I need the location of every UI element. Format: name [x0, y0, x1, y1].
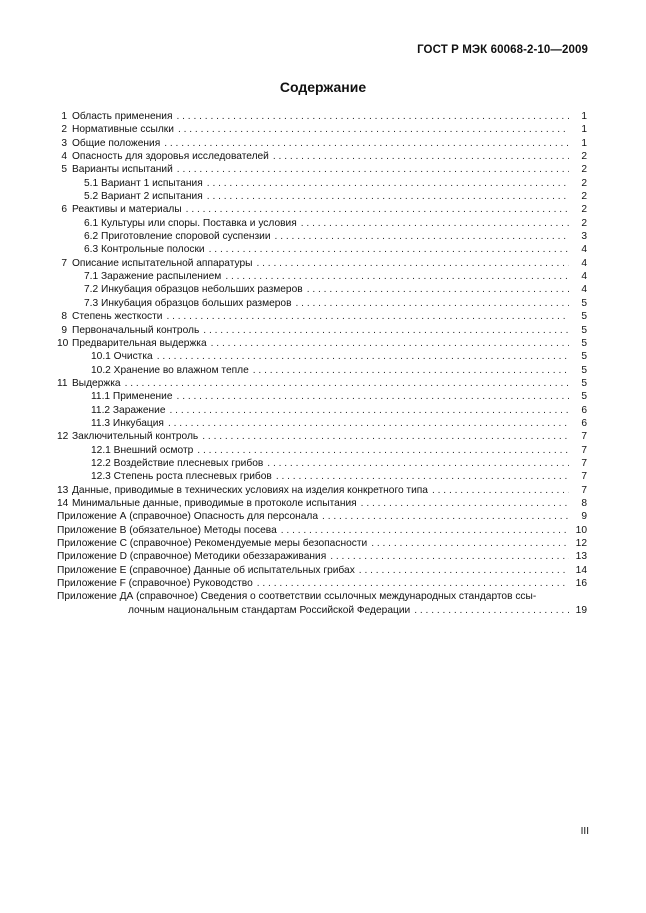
leader-dots: [203, 324, 569, 337]
leader-dots: [225, 270, 569, 283]
toc-entry-label: Приложение Е (справочное) Данные об испытательных грибах: [57, 564, 355, 576]
toc-entry-label: 6.1 Культуры или споры. Поставка и условия: [84, 217, 297, 229]
toc-entry-label: Минимальные данные, приводимые в протоколе испытания: [72, 497, 357, 509]
leader-dots: [170, 404, 569, 417]
toc-entry[interactable]: [57, 364, 587, 377]
leader-dots: [275, 230, 569, 243]
toc-entry-label: Приложение F (справочное) Руководство: [57, 578, 253, 590]
toc-entry-label: 10.2 Хранение во влажном тепле: [91, 364, 249, 376]
toc-entry-appendix-da[interactable]: [57, 590, 587, 617]
toc-entry-number: 8: [61, 311, 67, 323]
toc-entry[interactable]: [57, 324, 587, 337]
toc-entry-label-continued: лочным национальным стандартам Российской Федерации: [128, 604, 411, 616]
toc-entry-page: 1: [581, 124, 587, 136]
toc-entry-label: 11.3 Инкубация: [91, 417, 164, 429]
toc-entry[interactable]: [57, 577, 587, 590]
toc-entry-number: 4: [61, 151, 67, 163]
toc-entry[interactable]: [57, 470, 587, 483]
toc-entry-page: 5: [581, 351, 587, 363]
leader-dots: [267, 457, 569, 470]
leader-dots: [197, 444, 569, 457]
leader-dots: [211, 337, 569, 350]
toc-entry-page: 5: [581, 297, 587, 309]
toc-entry-page: 2: [581, 177, 587, 189]
toc-entry[interactable]: [57, 550, 587, 563]
toc-entry-number: 11: [57, 377, 68, 389]
leader-dots: [253, 364, 569, 377]
document-header: ГОСТ Р МЭК 60068-2-10—2009: [417, 44, 588, 56]
leader-dots: [273, 150, 569, 163]
toc-entry[interactable]: [57, 537, 587, 550]
page-title: Содержание: [279, 79, 367, 95]
toc-entry-page: 2: [581, 164, 587, 176]
toc-entry-page: 3: [581, 231, 587, 243]
leader-dots: [414, 604, 569, 617]
toc-entry[interactable]: [57, 203, 587, 216]
toc-entry[interactable]: [57, 257, 587, 270]
toc-entry-page: 4: [581, 257, 587, 269]
table-of-contents: [57, 110, 587, 617]
toc-entry-page: 4: [581, 284, 587, 296]
toc-entry-label: 11.2 Заражение: [91, 404, 166, 416]
toc-entry-label: Данные, приводимые в технических условиях на изделия конкретного типа: [72, 484, 428, 496]
toc-entry-label: 12.3 Степень роста плесневых грибов: [91, 471, 272, 483]
leader-dots: [186, 203, 569, 216]
toc-entry[interactable]: [57, 190, 587, 203]
toc-entry-label: 12.2 Воздействие плесневых грибов: [91, 457, 264, 469]
leader-dots: [371, 537, 569, 550]
leader-dots: [177, 163, 569, 176]
toc-entry[interactable]: [57, 163, 587, 176]
toc-entry-number: 3: [61, 137, 67, 149]
toc-entry[interactable]: [57, 524, 587, 537]
toc-entry-number: 1: [61, 111, 67, 122]
toc-entry-label: Опасность для здоровья исследователей: [72, 151, 269, 163]
leader-dots: [330, 550, 569, 563]
toc-entry-page: 14: [575, 564, 587, 576]
toc-entry-label: Приложение В (обязательное) Методы посева: [57, 524, 277, 536]
toc-entry-page: 2: [581, 204, 587, 216]
toc-entry-label: 7.3 Инкубация образцов больших размеров: [84, 297, 292, 309]
toc-entry[interactable]: [57, 230, 587, 243]
leader-dots: [178, 123, 569, 136]
toc-entry[interactable]: [57, 484, 587, 497]
toc-entry-label: Заключительный контроль: [72, 431, 199, 443]
toc-entry[interactable]: [57, 270, 587, 283]
leader-dots: [257, 577, 569, 590]
leader-dots: [207, 177, 569, 190]
leader-dots: [281, 524, 569, 537]
toc-entry-number: 5: [61, 164, 67, 176]
toc-entry[interactable]: [57, 297, 587, 310]
toc-entry-page: 4: [581, 244, 587, 256]
toc-entry-page: 5: [581, 364, 587, 376]
toc-entry-label: Приложение А (справочное) Опасность для персонала: [57, 511, 319, 523]
leader-dots: [359, 564, 569, 577]
toc-entry-label: 11.1 Применение: [91, 391, 173, 403]
toc-entry[interactable]: [57, 417, 587, 430]
leader-dots: [307, 283, 569, 296]
toc-entry-number: 7: [61, 257, 67, 269]
toc-entry-number: 9: [61, 324, 67, 336]
toc-entry-number: 13: [57, 484, 69, 496]
page-number: III: [580, 826, 589, 837]
toc-entry[interactable]: [57, 564, 587, 577]
leader-dots: [276, 470, 569, 483]
leader-dots: [177, 390, 569, 403]
leader-dots: [209, 243, 569, 256]
toc-entry-page: 12: [575, 538, 587, 549]
toc-entry-page: 5: [581, 377, 587, 389]
toc-entry-page: 2: [581, 151, 587, 163]
toc-entry-label: 7.1 Заражение распылением: [84, 271, 222, 283]
toc-entry-label: Приложение D (справочное) Методики обеззараживания: [57, 551, 327, 563]
toc-entry-page: 8: [581, 497, 587, 509]
toc-entry-label: Приложение ДА (справочное) Сведения о соответствии ссылочных международных стандартов ссы-: [57, 591, 537, 603]
toc-entry-number: 6: [61, 204, 67, 216]
leader-dots: [322, 510, 569, 523]
toc-entry[interactable]: [57, 457, 587, 470]
toc-entry[interactable]: [57, 217, 587, 230]
toc-entry[interactable]: [57, 283, 587, 296]
toc-entry-page: 7: [581, 471, 587, 483]
toc-entry-label: Степень жесткости: [72, 311, 163, 323]
toc-entry[interactable]: [57, 390, 587, 403]
toc-entry-page: 6: [581, 417, 587, 429]
toc-entry[interactable]: [57, 123, 587, 136]
toc-entry-page: 5: [581, 324, 587, 336]
toc-entry-label: 10.1 Очистка: [91, 351, 153, 363]
toc-entry[interactable]: [57, 150, 587, 163]
toc-entry-page: 7: [581, 484, 587, 496]
leader-dots: [168, 417, 569, 430]
toc-entry-page: 7: [581, 431, 587, 443]
leader-dots: [166, 310, 569, 323]
toc-entry-page: 5: [581, 337, 587, 349]
toc-entry-label: 12.1 Внешний осмотр: [91, 444, 194, 456]
toc-entry-label: Область применения: [72, 111, 173, 122]
toc-entry-label: Нормативные ссылки: [72, 124, 174, 136]
toc-entry-label: Предварительная выдержка: [72, 337, 207, 349]
leader-dots: [432, 484, 569, 497]
toc-entry[interactable]: [57, 444, 587, 457]
toc-entry-page: 19: [575, 604, 587, 616]
toc-entry-label: Описание испытательной аппаратуры: [72, 257, 253, 269]
toc-entry-label: 6.3 Контрольные полоски: [84, 244, 205, 256]
leader-dots: [176, 110, 569, 123]
toc-entry[interactable]: [57, 243, 587, 256]
toc-entry-page: 6: [581, 404, 587, 416]
toc-entry-page: 7: [581, 457, 587, 469]
toc-entry-number: 14: [57, 497, 69, 509]
toc-entry-page: 13: [575, 551, 587, 563]
toc-entry-number: 12: [57, 431, 69, 443]
toc-entry-page: 10: [575, 524, 587, 536]
toc-entry[interactable]: [57, 350, 587, 363]
toc-entry-label: 6.2 Приготовление споровой суспензии: [84, 231, 271, 243]
toc-entry-label: Выдержка: [72, 377, 121, 389]
toc-entry-page: 1: [581, 111, 587, 122]
toc-entry[interactable]: [57, 404, 587, 417]
toc-entry[interactable]: [57, 497, 587, 510]
leader-dots: [296, 297, 570, 310]
toc-entry[interactable]: [57, 110, 587, 123]
leader-dots: [202, 430, 569, 443]
toc-entry-page: 16: [575, 578, 587, 590]
toc-entry-label: Реактивы и материалы: [72, 204, 182, 216]
leader-dots: [256, 257, 569, 270]
toc-entry-page: 7: [581, 444, 587, 456]
toc-entry[interactable]: [57, 310, 587, 323]
leader-dots: [157, 350, 569, 363]
toc-entry-page: 9: [581, 511, 587, 523]
toc-entry[interactable]: [57, 510, 587, 523]
toc-entry-label: Приложение С (справочное) Рекомендуемые меры безопасности: [57, 538, 368, 549]
toc-entry-number: 2: [61, 124, 67, 136]
toc-entry[interactable]: [57, 337, 587, 350]
leader-dots: [301, 217, 569, 230]
toc-entry-number: 10: [57, 337, 69, 349]
toc-entry-page: 2: [581, 191, 587, 203]
toc-entry-label: 5.1 Вариант 1 испытания: [84, 177, 203, 189]
toc-entry-label: 5.2 Вариант 2 испытания: [84, 191, 203, 203]
toc-entry[interactable]: [57, 377, 587, 390]
leader-dots: [164, 137, 569, 150]
toc-entry-page: 5: [581, 311, 587, 323]
toc-entry[interactable]: [57, 177, 587, 190]
toc-entry-label: Варианты испытаний: [72, 164, 173, 176]
leader-dots: [207, 190, 569, 203]
toc-entry-page: 4: [581, 271, 587, 283]
toc-entry-page: 5: [581, 391, 587, 403]
leader-dots: [125, 377, 569, 390]
toc-entry[interactable]: [57, 137, 587, 150]
toc-entry-label: 7.2 Инкубация образцов небольших размеров: [84, 284, 303, 296]
toc-entry-page: 2: [581, 217, 587, 229]
toc-entry-label: Общие положения: [72, 137, 161, 149]
toc-entry[interactable]: [57, 430, 587, 443]
toc-entry-label: Первоначальный контроль: [72, 324, 200, 336]
leader-dots: [361, 497, 569, 510]
toc-entry-page: 1: [581, 137, 587, 149]
